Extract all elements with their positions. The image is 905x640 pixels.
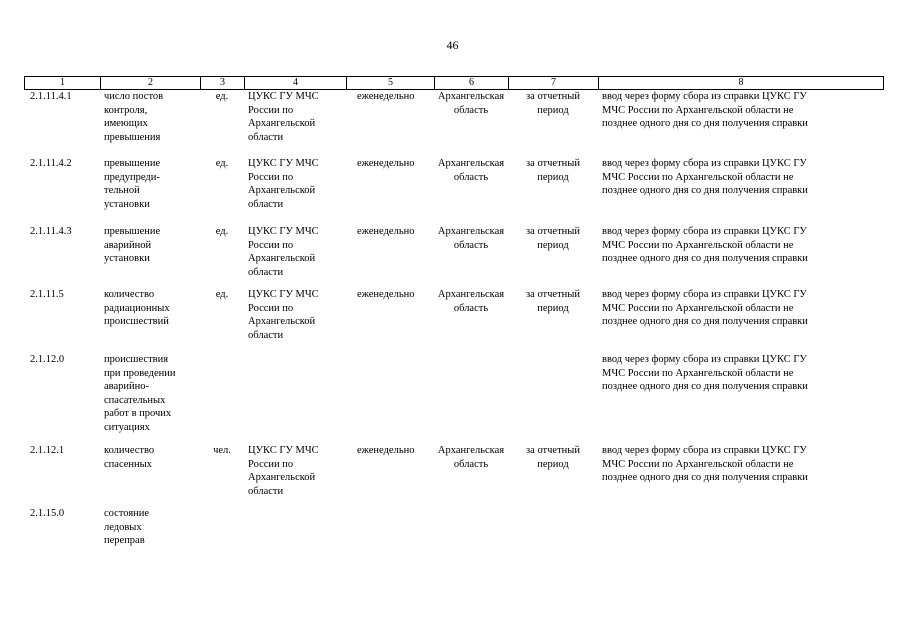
- indicator-code: 2.1.15.0: [30, 508, 65, 519]
- data-source: ЦУКС ГУ МЧС России по Архангельской области: [248, 226, 319, 278]
- data-source: [244, 353, 346, 434]
- frequency: еженедельно: [357, 91, 415, 102]
- table-row: [24, 157, 884, 211]
- input-method: ввод через форму сбора из справки ЦУКС ГУ МЧС России по Архангельской области не позднее одного дня со дня получения справки: [602, 289, 808, 327]
- column-number-3: 3: [201, 77, 245, 89]
- unit: ед.: [215, 91, 229, 102]
- territory: Архангельская область: [437, 226, 505, 251]
- frequency: [346, 353, 434, 434]
- table-row: [24, 288, 884, 342]
- period: [508, 353, 598, 434]
- frequency: [346, 507, 434, 548]
- period: за отчетный период: [526, 289, 580, 314]
- unit: чел.: [213, 445, 231, 456]
- column-number-1: 1: [25, 77, 101, 89]
- indicator-code: 2.1.11.4.3: [30, 226, 72, 237]
- input-method: [598, 507, 884, 548]
- period: за отчетный период: [526, 91, 580, 116]
- table-header: [24, 76, 884, 90]
- data-source: [244, 507, 346, 548]
- territory: Архангельская область: [437, 91, 505, 116]
- unit: ед.: [215, 289, 229, 300]
- data-source: ЦУКС ГУ МЧС России по Архангельской области: [248, 289, 319, 341]
- table-row: [24, 225, 884, 279]
- period: за отчетный период: [526, 445, 580, 470]
- unit: ед.: [215, 158, 229, 169]
- indicator-name: превышение аварийной установки: [104, 226, 161, 264]
- territory: Архангельская область: [437, 445, 505, 470]
- indicator-name: превышение предупреди- тельной установки: [104, 158, 161, 210]
- page-number: 46: [446, 38, 459, 52]
- input-method: ввод через форму сбора из справки ЦУКС ГУ МЧС России по Архангельской области не позднее одного дня со дня получения справки: [602, 445, 808, 483]
- period: за отчетный период: [526, 226, 580, 251]
- input-method: ввод через форму сбора из справки ЦУКС ГУ МЧС России по Архангельской области не позднее одного дня со дня получения справки: [602, 354, 808, 392]
- territory: [434, 353, 508, 434]
- indicator-code: 2.1.11.4.2: [30, 158, 72, 169]
- indicator-name: состояние ледовых переправ: [104, 508, 150, 546]
- indicator-name: число постов контроля, имеющих превышения: [104, 91, 164, 143]
- unit: [200, 353, 244, 434]
- data-source: ЦУКС ГУ МЧС России по Архангельской области: [248, 445, 319, 497]
- indicator-name: количество радиационных происшествий: [104, 289, 170, 327]
- data-source: ЦУКС ГУ МЧС России по Архангельской области: [248, 158, 319, 210]
- input-method: ввод через форму сбора из справки ЦУКС ГУ МЧС России по Архангельской области не позднее одного дня со дня получения справки: [602, 226, 808, 264]
- unit: [200, 507, 244, 548]
- indicator-code: 2.1.12.1: [30, 445, 65, 456]
- table-row: [24, 353, 884, 434]
- frequency: еженедельно: [357, 158, 415, 169]
- frequency: еженедельно: [357, 289, 415, 300]
- input-method: ввод через форму сбора из справки ЦУКС ГУ МЧС России по Архангельской области не позднее одного дня со дня получения справки: [602, 158, 808, 196]
- column-number-4: 4: [245, 77, 347, 89]
- table-row: [24, 90, 884, 144]
- indicator-name: происшествия при проведении аварийно- спасательных работ в прочих ситуациях: [104, 354, 176, 433]
- indicator-code: 2.1.12.0: [30, 354, 65, 365]
- column-number-5: 5: [347, 77, 435, 89]
- column-number-6: 6: [435, 77, 509, 89]
- territory: Архангельская область: [437, 158, 505, 183]
- territory: [434, 507, 508, 548]
- frequency: еженедельно: [357, 226, 415, 237]
- period: за отчетный период: [526, 158, 580, 183]
- input-method: ввод через форму сбора из справки ЦУКС ГУ МЧС России по Архангельской области не позднее одного дня со дня получения справки: [602, 91, 808, 129]
- indicator-code: 2.1.11.4.1: [30, 91, 72, 102]
- indicator-code: 2.1.11.5: [30, 289, 64, 300]
- unit: ед.: [215, 226, 229, 237]
- period: [508, 507, 598, 548]
- column-number-7: 7: [509, 77, 599, 89]
- column-number-8: 8: [599, 77, 884, 89]
- territory: Архангельская область: [437, 289, 505, 314]
- indicator-name: количество спасенных: [104, 445, 155, 470]
- data-source: ЦУКС ГУ МЧС России по Архангельской области: [248, 91, 319, 143]
- table-row: [24, 444, 884, 498]
- column-number-2: 2: [101, 77, 201, 89]
- frequency: еженедельно: [357, 445, 415, 456]
- table-row: [24, 507, 884, 548]
